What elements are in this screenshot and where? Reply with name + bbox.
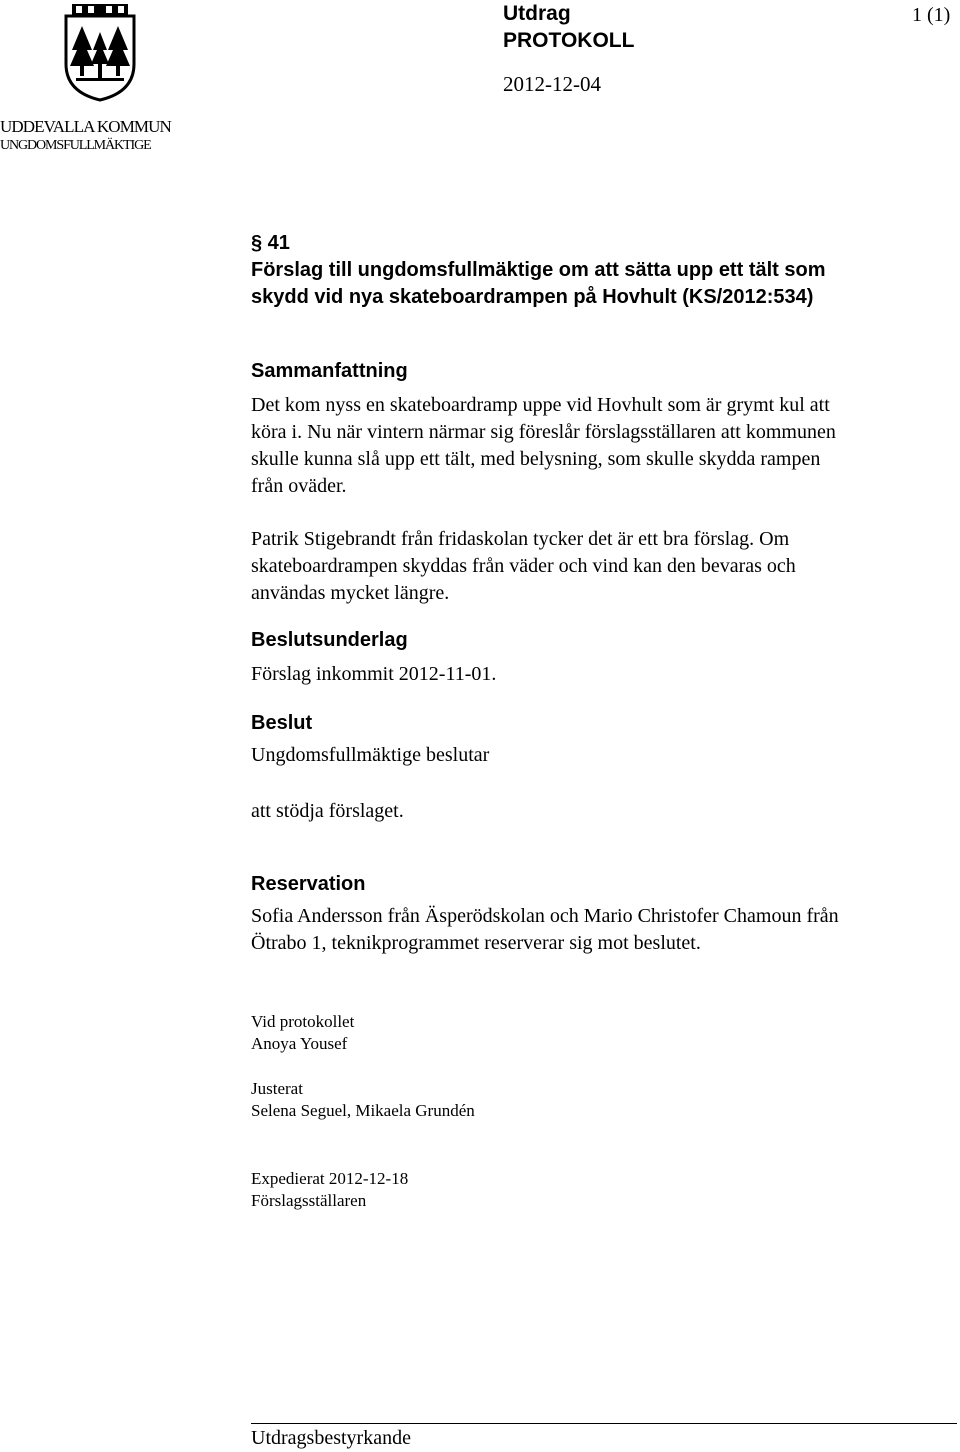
summary-line-1: Det kom nyss en skateboardramp uppe vid Hovhult som är grymt kul att — [251, 394, 830, 416]
document-type: Utdrag — [503, 2, 571, 25]
summary-line-7: användas mycket längre. — [251, 582, 450, 604]
recorder-name: Anoya Yousef — [251, 1034, 348, 1053]
checked-names: Selena Seguel, Mikaela Grundén — [251, 1101, 475, 1120]
summary-line-3: skulle kunna slå upp ett tält, med belysning, som skulle skydda rampen — [251, 448, 821, 470]
signature-line — [251, 1423, 957, 1424]
reservation-line-2: Ötrabo 1, teknikprogrammet reserverar sig mot beslutet. — [251, 932, 701, 954]
certified-label: Utdragsbestyrkande — [251, 1427, 411, 1449]
summary-line-4: från oväder. — [251, 475, 347, 497]
organization-body: UNGDOMSFULLMÄKTIGE — [0, 138, 151, 153]
organization-name: UDDEVALLA KOMMUN — [0, 117, 171, 136]
basis-text: Förslag inkommit 2012-11-01. — [251, 663, 497, 685]
recorder-label: Vid protokollet — [251, 1012, 355, 1031]
document-date: 2012-12-04 — [503, 72, 601, 96]
summary-line-5: Patrik Stigebrandt från fridaskolan tycker det är ett bra förslag. Om — [251, 528, 790, 550]
decision-line-1: Ungdomsfullmäktige beslutar — [251, 744, 490, 766]
document-kind: PROTOKOLL — [503, 29, 635, 52]
summary-line-6: skateboardrampen skyddas från väder och vind kan den bevaras och — [251, 555, 796, 577]
municipal-coat-of-arms-logo — [62, 2, 138, 102]
item-title-line-2: skydd vid nya skateboardrampen på Hovhult (KS/2012:534) — [251, 286, 814, 308]
page-number: 1 (1) — [912, 4, 951, 26]
summary-heading: Sammanfattning — [251, 360, 408, 382]
reservation-heading: Reservation — [251, 873, 366, 895]
decision-line-2: att stödja förslaget. — [251, 800, 404, 822]
reservation-line-1: Sofia Andersson från Äsperödskolan och Mario Christofer Chamoun från — [251, 905, 839, 927]
summary-line-2: köra i. Nu när vintern närmar sig föreslår förslagsställaren att kommunen — [251, 421, 836, 443]
dispatched-date: Expedierat 2012-12-18 — [251, 1169, 409, 1188]
checked-label: Justerat — [251, 1079, 303, 1098]
basis-heading: Beslutsunderlag — [251, 629, 408, 651]
item-title-line-1: Förslag till ungdomsfullmäktige om att sätta upp ett tält som — [251, 259, 826, 281]
decision-heading: Beslut — [251, 712, 313, 734]
dispatch-recipient: Förslagsställaren — [251, 1191, 367, 1210]
section-number: § 41 — [251, 232, 290, 254]
